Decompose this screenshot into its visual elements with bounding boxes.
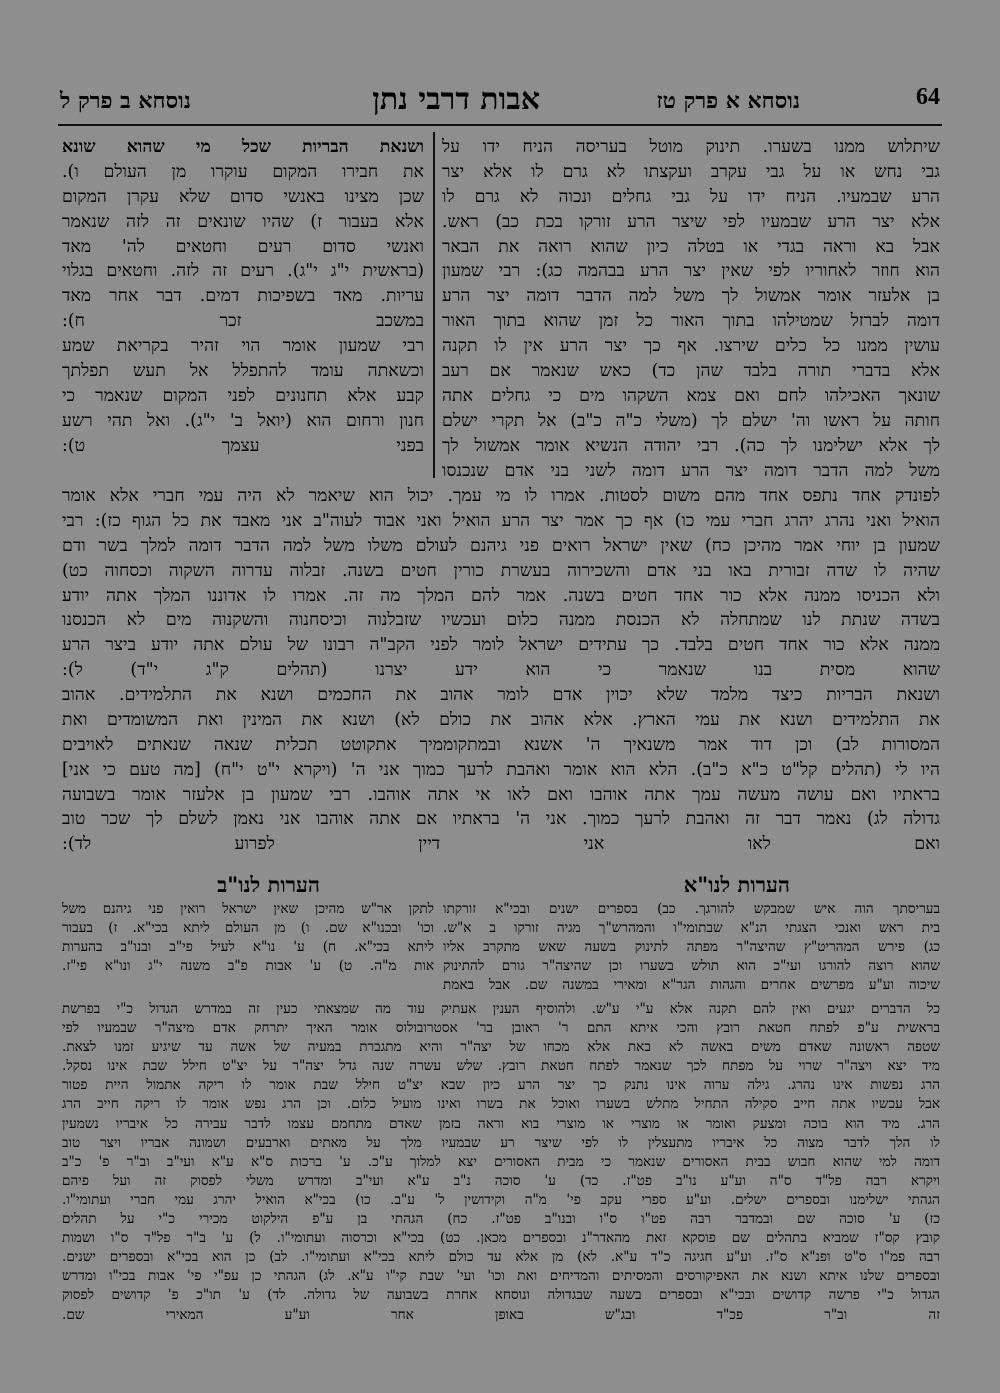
- text-line: אבל בא וראה בגדי או בטלה כיון שהוא רואה את הבאר: [442, 236, 940, 257]
- note-line: הרג. מיד הוא בוכה ומצעק ואומר או מוצרי או מוצרי בוא וראה בזמן שאדם מתחמם עצמו לדבר עבירה כל איבריו נשמעין: [62, 1115, 940, 1132]
- text-line: היו לי (תהלים קל"ט כ"א כ"ב). הלא הוא אומר ואהבת לרעך כמוך אני ה' (ויקרא י"ט י"ח) [מה טעם כי אני]: [62, 759, 940, 780]
- text-line: שהוא מסית בנו שנאמר כי הוא ידע יצרנו (תהלים ק"ג י"ד) ל):: [62, 660, 940, 681]
- text-line: בפני עצמך ט):: [62, 435, 424, 456]
- text-line: בראתיו ואם עושה מעשה עמך אתה אוהבו ואם לאו אי אתה אוהבו. רבי שמעון בן אלעזר אומר בשבועה: [62, 784, 940, 805]
- full-width-text-block-1: [62, 484, 940, 684]
- page-number: 64: [916, 84, 940, 110]
- header-right-title: נוסחא א פרק טז: [656, 88, 800, 114]
- header-rule: [58, 124, 942, 126]
- column-divider: [433, 132, 435, 478]
- text-line: הוא חוזר לאחוריו לפי שאין יצר הרע בבהמה כג): רבי שמעון: [442, 261, 940, 282]
- text-line: שונאך האכילהו לחם ואם צמא השקהו מים כי גחלים אתה: [442, 385, 940, 406]
- text-line: לפונדק אחד נתפס אחד מהם משום לסטות. אמרו לו מי עמך. יכול הוא שיאמר לא היה עמי חברי אלא אומר: [62, 486, 940, 506]
- notes-left-title: הערות לנו"ב: [217, 872, 320, 897]
- text-line: עושין ממנו כל כלים שירצו. אף כך יצר הרע אין לו תקנה: [442, 336, 940, 357]
- text-line: אלא יצר הרע שבמעיו לפי שיצר הרע זורקו בכת כב) ראש.: [442, 211, 940, 232]
- full-width-text-block-2: [62, 683, 940, 861]
- note-line: כז) ע' סוכה שם ובמדבר רבה פט"ו ס"ו ובנו"ב פט"ז. כח) הגהתי בן ע"פ הילקוט מכירי כ"י על תהלים: [62, 1211, 940, 1228]
- text-line: שהיה לו שדה זבורית באו בני אדם והשכירוה בעשרת כורין חטים בשנה. זבלוה עדרוה השקוה וכסחוה כט): [62, 560, 940, 581]
- note-line: אבל עכשיו אתה חייב סקילה התחיל מתלש בשערו ואוכל את בשרו ואינו מועיל כלום. וכן הרג נפש אומר לו ריקה חייב הרג: [62, 1096, 940, 1113]
- note-line: בראשית ע"פ לפתח חטאת רובץ והכי איתא התם ר' ראובן בר' אסטרובולוס אומר האיך יתרחק אדם מיצה"ר שבמעיו לפי: [62, 1020, 940, 1037]
- text-line: במשכב זכר ח):: [62, 311, 424, 332]
- notes-right-title: הערות לנו"א: [683, 872, 790, 897]
- note-line: קובץ קס"ז שמביא בתהלים שם פוסקא זאת מהאדר"נ ובספרים מכאן. כט) בכי"א וכרסוה ועתומי"ו. ל) ע' ב"ר פל"ד ס"ו ושמות: [62, 1230, 940, 1247]
- header-left-title: נוסחא ב פרק ל: [60, 88, 191, 114]
- text-line: שיתלוש ממנו בשערו. תינוק מוטל בעריסה הניח ידו על: [442, 137, 940, 157]
- text-line: בשדה שנתת לנו שמתחלה לא הכנסת ממנה כלום ועכשיו שזבלנוה וכיסחנוה והשקנוה מים לא הכנסנו: [62, 610, 940, 631]
- note-line: אות מ"ה. ט) ע' אבות פ"ב משנה י"ג ונו"א פי"ז.: [62, 958, 434, 975]
- text-line: בן אלעזר אומר אמשול לך משל למה הדבר דומה יצר הרע: [442, 286, 940, 307]
- text-line: ממנה אלא כור אחד חטים בלבד. כך עתידים ישראל לומר לפני הקב"ה רבונו של עולם אתה יודע ביצר הרע: [62, 635, 940, 656]
- note-line: דומה למי שהוא חבוש בבית האסורים שנאמר כי מבית האסורים יצא למלוך ע"כ. ע' ברכות ס"א ע"א ועי"ב וב"ר פ' כ"ב: [62, 1153, 940, 1170]
- note-line: לו הלך לדבר מצוה כל איבריו מתעצלין לו לפי שיצר רע שבמעיו מלך על מאתים וארבעים ושמונה אבריו ויצר טוב: [62, 1134, 940, 1151]
- text-line: אלא בעבור ז) שהיו שונאים זה לזה שנאמר: [62, 211, 424, 232]
- note-line: בית ראש ואנכי הצגתי הנ"א שבתומי"ו והמהרש"ך מגיה זורקו ב א"ש.: [443, 920, 940, 937]
- text-line: לך אלא ישלימנו לך כה). רבי יהודה הנשיא אומר אמשול לך: [442, 435, 940, 456]
- text-line: דומה לברזל שמטילהו בתוך האור כל זמן שהוא בתוך האור: [442, 311, 940, 332]
- text-line: גדולה לג) נאמר דבר זה ואהבת לרעך כמוך. אני ה' בראתיו אם אתה אוהבו אני נאמן לשלם לך שכר טוב: [62, 809, 940, 830]
- text-line: קבע אלא תחנונים לפני המקום שנאמר כי: [62, 385, 424, 406]
- text-line: הרע שבמעיו. הניח ידו על גבי גחלים ונכוה לא גרם לו: [442, 186, 940, 207]
- text-line: וכשאתה עומד להתפלל אל תעש תפלתך: [62, 361, 424, 382]
- note-line: שהוא רוצה להורגו ועי"כ הוא תולש בשערו וכן שהיצה"ר גורם להתינוק: [443, 958, 940, 975]
- right-column-text: [442, 135, 940, 485]
- text-line: את חבירו המקום עוקרו מן העולם ו).: [62, 161, 424, 182]
- note-line: ליתא בכי"א. ח) ע' נו"א לעיל פי"ב ובנו"ב בהערות: [62, 939, 434, 956]
- text-line: את התלמידים ושנא את עמי הארץ. אלא אהוב את כולם לא) ושנא את המינין ואת המשומדים ואת: [62, 709, 940, 730]
- text-line: ושנאת הבריות שכל מי שהוא שונא: [62, 137, 424, 157]
- note-line: הרג נפשות אינו נהרג. גילה ערוה אינו נתנק כך יצר הרע כיון שבא יצ"ט חילל שבת אומר לו ריקה אתמול היית פטור: [62, 1077, 940, 1094]
- text-line: חנון ורחום הוא (יואל ב' י"ג). ואל תהי רשע: [62, 410, 424, 431]
- note-line: הגהתי ישלימנו ובספרים ישלים. וע"ע ספרי עקב פי' מ"ה וקידושין ל' ע"ב. כו) בכי"א הואיל יהרג עמי חברי ועתומי"ו.: [62, 1191, 940, 1208]
- text-line: רבי שמעון אומר הוי זהיר בקריאת שמע: [62, 336, 424, 357]
- note-line: כג) פירש המהריט"ץ שהיצה"ר מפתה לתינוק בשעה שאש מתקרב אליו: [443, 939, 940, 956]
- left-column-text: [62, 135, 424, 465]
- note-line: ובספרים שלנו איתא ושנא את האפיקורסים והמסיתים והמדיחים ואת וכו' ועי' שבת קי"ו ע"א. לג) הגהתי כן עפ"י פי' אבות בכי"ו ומדרש: [62, 1268, 940, 1285]
- text-line: עריות. מאד בשפיכות דמים. דבר אחר מאד: [62, 286, 424, 307]
- text-line: (בראשית י"ג י"ג). רעים זה לזה. וחטאים בגלוי: [62, 261, 424, 282]
- note-line: וכו' ובכנו"א שם. ו) מן העולם ליתא בכי"א. ז) בעבור: [62, 920, 434, 937]
- notes-left-column: [62, 900, 434, 980]
- notes-right-column: [443, 900, 940, 1000]
- note-line: מיד יצא ויצה"ר שרוי על מפתח לכך שנאמר לפתח חטאת רובץ. שלש עשרה שנה גדל יצה"ר על יצ"ט חילל שבת אינו נסקל.: [62, 1058, 940, 1075]
- header-center-title: אבות דרבי נתן: [372, 82, 540, 117]
- text-line: אלא בדברי תורה בלבד שהן כד) כאש שנאמר אם רעב: [442, 361, 940, 382]
- text-line: שכן מצינו באנשי סדום שלא עקרן המקום: [62, 186, 424, 207]
- notes-full-width: [62, 1000, 940, 1330]
- note-line: שיכוה וע"ע מפרשים אחרים והגהות הגר"א ומאירי במשנה שם. אבל באמת: [443, 977, 940, 994]
- text-line: הואיל ואני נהרג יהרג חברי עמי כו) אף כך אמר יצר הרע הואיל ואני אבוד לעוה"ב אני מאבד את כל הגוף כז): רבי: [62, 510, 940, 531]
- note-line: רבה פמ"ו ס"ט ופנ"א ס"ז. וע"ע חגיגה כ"ד ע"א. לא) מן אלא עד כולם ליתא בכי"א ועתומי"ו. לב) כן הוא בכי"א ובספרים ישנים.: [62, 1249, 940, 1266]
- text-line: ואם לאו אני דיין לפרוע לד):: [62, 834, 940, 855]
- text-line: ואנשי סדום רעים וחטאים לה' מאד: [62, 236, 424, 257]
- text-line: ושנאת הבריות כיצד מלמד שלא יכוין אדם לומר אהוב את החכמים ושנא את התלמידים. אהוב: [62, 685, 940, 705]
- text-line: שמעון בן יוחי אמר מהיכן כח) שאין ישראל רואים פני גיהנם לעולם משלו משל למה הדבר דומה למלך בשר ודם: [62, 535, 940, 556]
- note-line: כל הדברים יגעים ואין להם תקנה אלא ע"י ע"ש. ולהוסיף הענין אעתיק עוד מה שמצאתי כעין זה במדרש הגדול כ"י בפרשת: [62, 1001, 940, 1017]
- note-line: ויקרא רבה פל"ד ס"ה וע"ע נו"ב פט"ז. כד) ע' סוכה נ"ב ע"א ועי"ב ומדרש משלי לפסוק זה ועל פיהם: [62, 1172, 940, 1189]
- text-line: חותה על ראשו וה' ישלם לך (משלי כ"ה כ"ב) אל תקרי ישלם: [442, 410, 940, 431]
- note-line: בעריסתך הוה איש שמבקש להורגך. כב) בספרים ישנים ובכי"א זורקתו: [443, 901, 940, 917]
- text-line: משל למה הדבר דומה יצר הרע דומה לשני בני אדם שנכנסו: [442, 460, 940, 481]
- note-line: זה וב"ר פכ"ד ובג"ש באופן אחר וע"ע המאירי שם.: [62, 1306, 940, 1323]
- note-line: הגדול כ"י פרשה קדושים ובכי"א ובספרים בשעה שבגדולה ונוסחא אחרת בשבועה של גדולה. לד) ע' תו"כ פ' קדושים לפסוק: [62, 1287, 940, 1304]
- text-line: ולא הכניסו ממנה אלא כור אחד חטים בשנה. אמר להם המלך מה זה. אמרו לו אדוננו המלך אתה יודע: [62, 585, 940, 606]
- text-line: גבי נחש או על גבי עקרב ועקצתו לא גרם לו אלא יצר: [442, 161, 940, 182]
- note-line: לתקן אר"ש מהיכן שאין ישראל רואין פני גיהנם משל: [62, 901, 434, 917]
- note-line: שטפה ראשונה שאדם משים באשה לא באת אלא מכחו של יצה"ר והיא מתגברת במעיה של אשה עד שיגיע זמנו לצאת.: [62, 1039, 940, 1056]
- text-line: המסורות לב) וכן דוד אמר משנאיך ה' אשנא ובמתקוממיך אתקוטט תכלית שנאה שנאתים לאויבים: [62, 734, 940, 755]
- running-header: [60, 82, 940, 122]
